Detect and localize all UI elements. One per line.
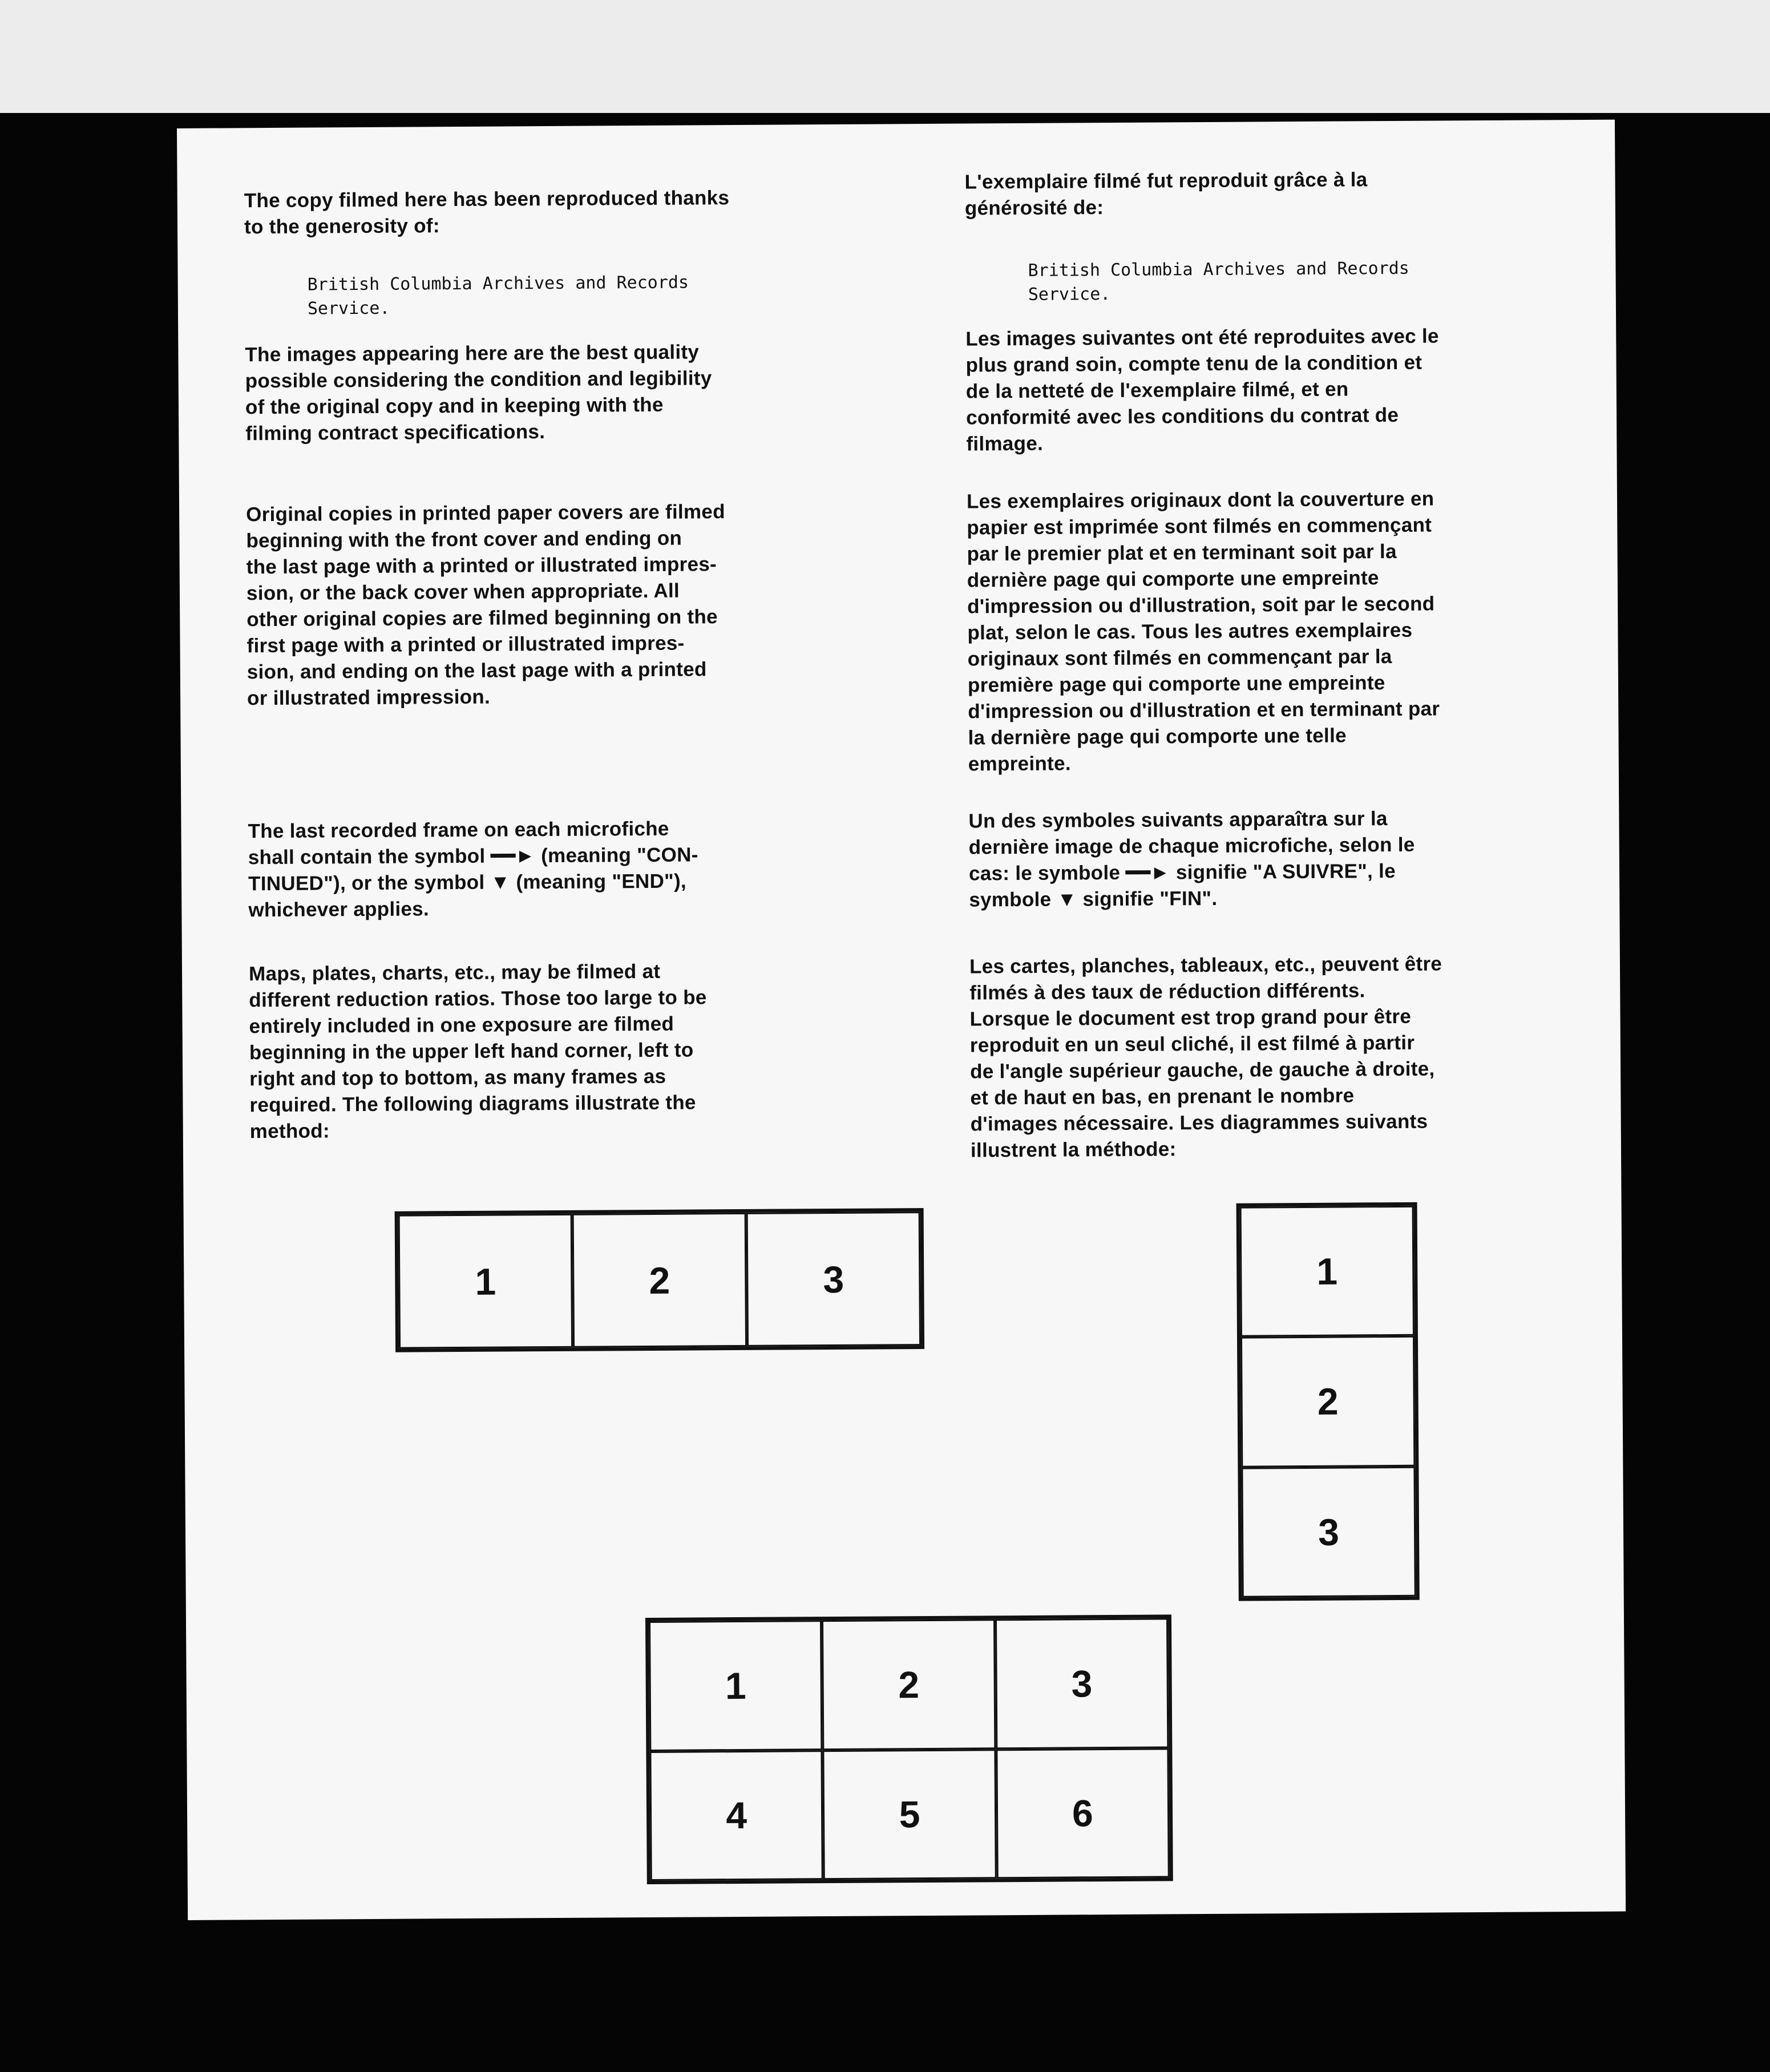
frame-cell: 4 (649, 1750, 823, 1881)
french-maps-paragraph: Les cartes, planches, tableaux, etc., peuvent être filmés à des taux de réduction différents. Lorsque le document est trop grand pour être reproduit en un seul cliché, il est filmé à partir de l'angle supérieur gauche, de gauche à droite, et de haut en bas, en prenant le nombre d'images nécessaire. Les diagrammes suivants illustrent la méthode: (969, 952, 1442, 1162)
frame-cell: 3 (995, 1618, 1169, 1748)
diagram-vertical-frames (1236, 1202, 1420, 1601)
english-symbols-paragraph: The last recorded frame on each microfiche shall contain the symbol ━━► (meaning "CON- TINUED"), or the symbol ▼ (meaning "END"), whichever applies. (248, 817, 698, 922)
frame-cell: 3 (1241, 1466, 1416, 1597)
english-institution-name: British Columbia Archives and Records Service. (307, 272, 689, 319)
french-symbols-paragraph: Un des symboles suivants apparaîtra sur la dernière image de chaque microfiche, selon le cas: le symbole ━━► signifie "A SUIVRE", le symbole ▼ signifie "FIN". (968, 807, 1415, 911)
english-covers-paragraph: Original copies in printed paper covers are filmed beginning with the front cover and ending on the last page with a printed or illustrated impres- sion, or the back cover when appropriate. All other original copies are filmed beginning on the first page with a printed or illustrated impres- sion, and ending on the last page with a printed or illustrated impression. (246, 500, 725, 710)
english-maps-paragraph: Maps, plates, charts, etc., may be filmed at different reduction ratios. Those too large to be entirely included in one exposure are filmed beginning in the upper left hand corner, left to right and top to bottom, as many frames as required. The following diagrams illustrate the method: (248, 960, 707, 1143)
frame-cell: 2 (1240, 1336, 1415, 1467)
diagram-grid-frames (645, 1614, 1173, 1884)
french-quality-paragraph: Les images suivantes ont été reproduites avec le plus grand soin, compte tenu de la condition et de la netteté de l'exemplaire filmé, et en conformité avec les conditions du contrat de filmage. (965, 325, 1439, 455)
frame-cell: 1 (649, 1620, 823, 1751)
english-thanks-paragraph: The copy filmed here has been reproduced thanks to the generosity of: (244, 187, 730, 239)
diagram-horizontal-frames (395, 1208, 924, 1352)
frame-cell: 1 (398, 1214, 573, 1349)
frame-cell: 6 (996, 1748, 1170, 1879)
frame-cell: 3 (746, 1211, 921, 1347)
english-quality-paragraph: The images appearing here are the best quality possible considering the condition and legibility of the original copy and in keeping with the filming contract specifications. (245, 341, 712, 445)
french-thanks-paragraph: L'exemplaire filmé fut reproduit grâce à la générosité de: (964, 168, 1368, 220)
frame-cell: 5 (823, 1749, 997, 1880)
frame-cell: 2 (572, 1213, 747, 1348)
french-institution-name: British Columbia Archives and Records Service. (1028, 258, 1409, 305)
frame-cell: 2 (822, 1619, 996, 1750)
document-page (177, 120, 1626, 1920)
french-covers-paragraph: Les exemplaires originaux dont la couverture en papier est imprimée sont filmés en commençant par le premier plat et en terminant soit par la dernière page qui comporte une empreinte d'impression ou d'illustration, soit par le second plat, selon le cas. Tous les autres exemplaires originaux sont filmés en commençant par la première page qui comporte une empreinte d'impression ou d'illustration et en terminant par la dernière page qui comporte une telle empreinte. (966, 487, 1440, 776)
frame-cell: 1 (1240, 1206, 1415, 1337)
